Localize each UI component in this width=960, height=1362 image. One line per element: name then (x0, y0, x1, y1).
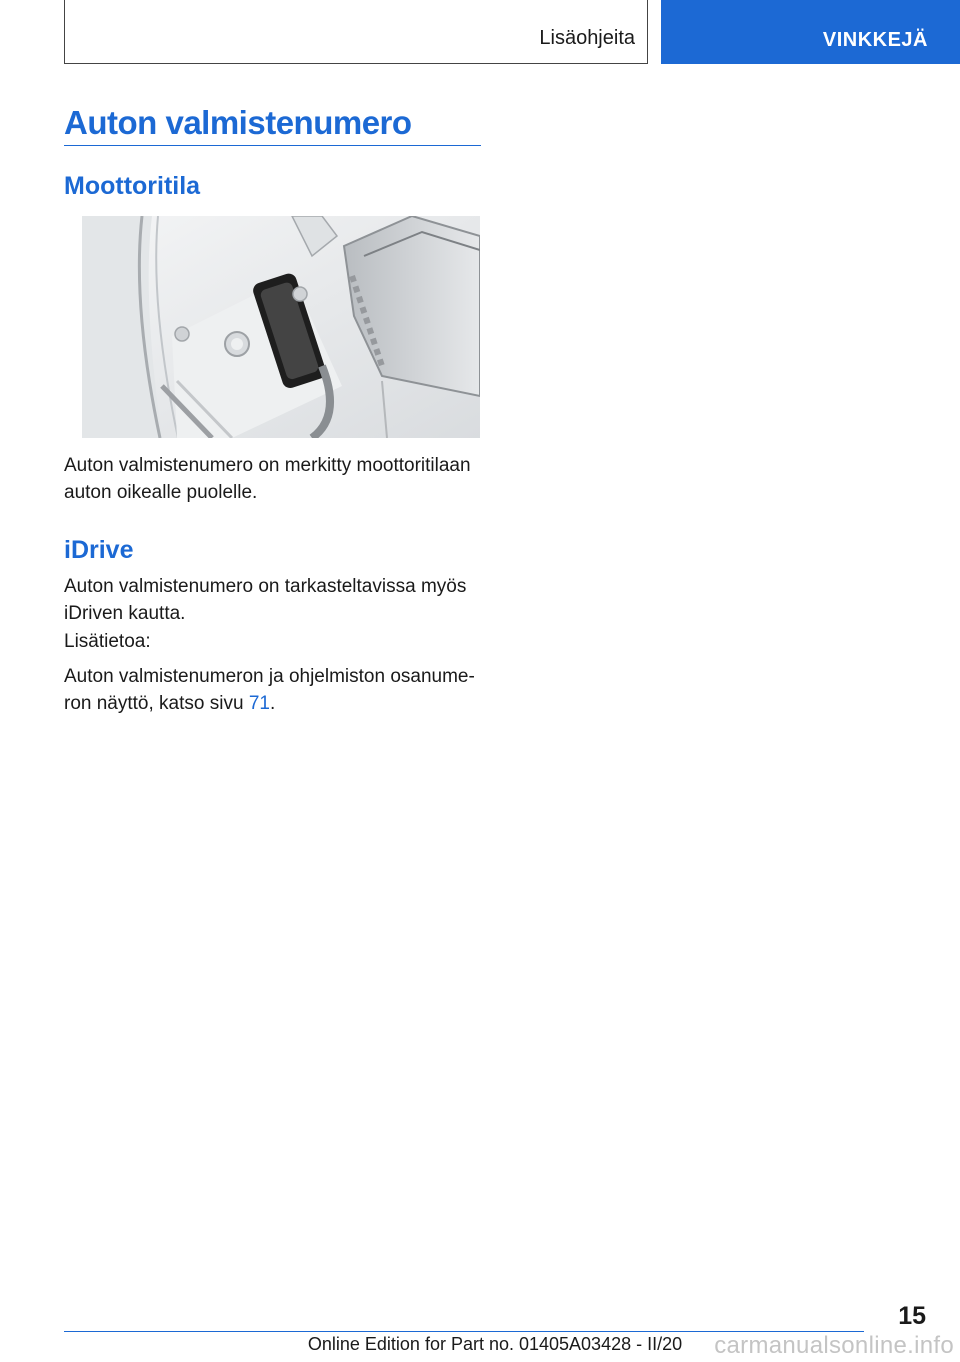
reference-paragraph (64, 663, 484, 717)
section-heading-idrive: iDrive (64, 536, 134, 564)
engine-compartment-illustration (82, 216, 480, 438)
watermark: carmanualsonline.info (714, 1332, 954, 1359)
section-heading-engine: Moottoritila (64, 172, 201, 200)
chapter-tab-label: VINKKEJÄ (822, 29, 928, 51)
page-title: Auton valmistenumero (64, 104, 412, 141)
idrive-paragraph: Auton valmistenumero on tarkasteltavissa myös iDriven kautta. (64, 576, 467, 624)
title-divider (64, 145, 481, 146)
more-info-label: Lisätietoa: (64, 631, 151, 652)
chapter-tab[interactable] (661, 0, 960, 64)
reference-text: Auton valmistenumeron ja ohjelmiston osanumeron näyttö, katso sivu (64, 666, 475, 714)
page-reference-link[interactable]: 71 (248, 693, 270, 714)
header-section-title: Lisäohjeita (539, 27, 635, 49)
page-number: 15 (898, 1302, 926, 1330)
engine-compartment-photo (82, 216, 480, 438)
footer-edition: Online Edition for Part no. 01405A03428 - II/20 (307, 1334, 683, 1354)
reference-end: . (269, 693, 276, 714)
engine-caption: Auton valmistenumero on merkitty moottoritilaan auton oikealle puolelle. (64, 455, 471, 503)
